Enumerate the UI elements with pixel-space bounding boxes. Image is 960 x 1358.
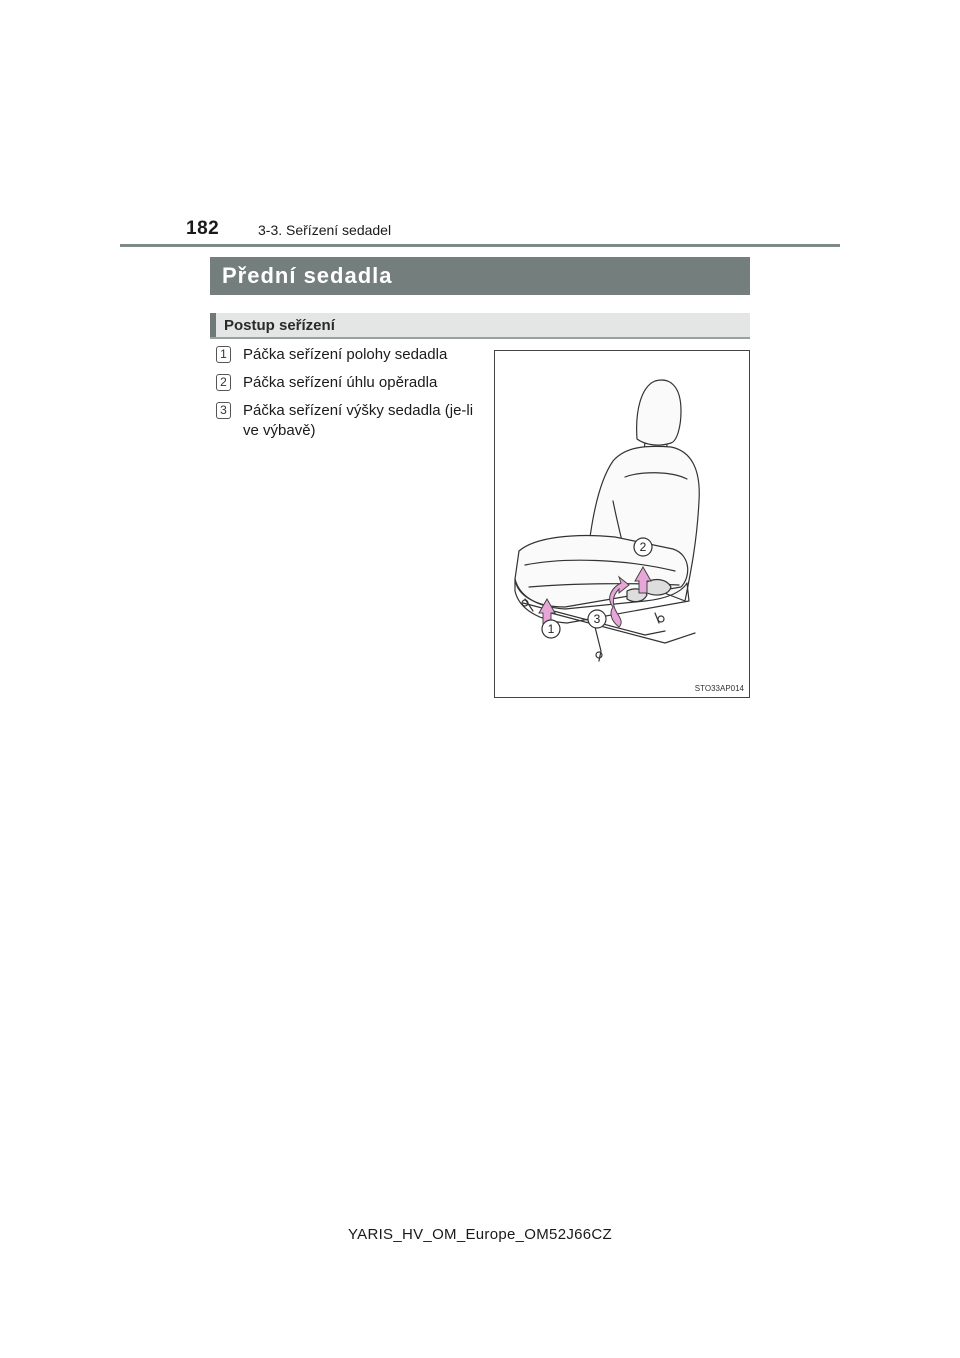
item-text: Páčka seřízení výšky sedadla (je-li ve výbavě) bbox=[243, 402, 474, 439]
document-footer: YARIS_HV_OM_Europe_OM52J66CZ bbox=[347, 1226, 613, 1243]
adjustment-list bbox=[216, 345, 486, 449]
figure-code: STO33AP014 bbox=[694, 684, 744, 693]
seat-drawing bbox=[495, 351, 749, 697]
section-title: Přední sedadla bbox=[210, 257, 750, 295]
seat-illustration bbox=[494, 350, 750, 698]
item-text: Páčka seřízení úhlu opěradla bbox=[243, 374, 438, 391]
callout-3-label: 3 bbox=[593, 612, 601, 626]
item-number-badge: 3 bbox=[216, 402, 231, 419]
chapter-title: 3-3. Seřízení sedadel bbox=[258, 222, 392, 238]
list-item bbox=[216, 345, 486, 365]
callout-1-label: 1 bbox=[547, 622, 555, 636]
subsection-header bbox=[210, 313, 750, 339]
subsection-accent-bar bbox=[210, 313, 216, 337]
item-text: Páčka seřízení polohy sedadla bbox=[243, 346, 448, 363]
list-item bbox=[216, 401, 486, 441]
item-number-badge: 1 bbox=[216, 346, 231, 363]
subsection-title: Postup seřízení bbox=[224, 317, 335, 334]
callout-2-label: 2 bbox=[639, 540, 647, 554]
item-number-badge: 2 bbox=[216, 374, 231, 391]
list-item bbox=[216, 373, 486, 393]
page-number: 182 bbox=[186, 218, 220, 239]
header-divider bbox=[120, 244, 840, 247]
